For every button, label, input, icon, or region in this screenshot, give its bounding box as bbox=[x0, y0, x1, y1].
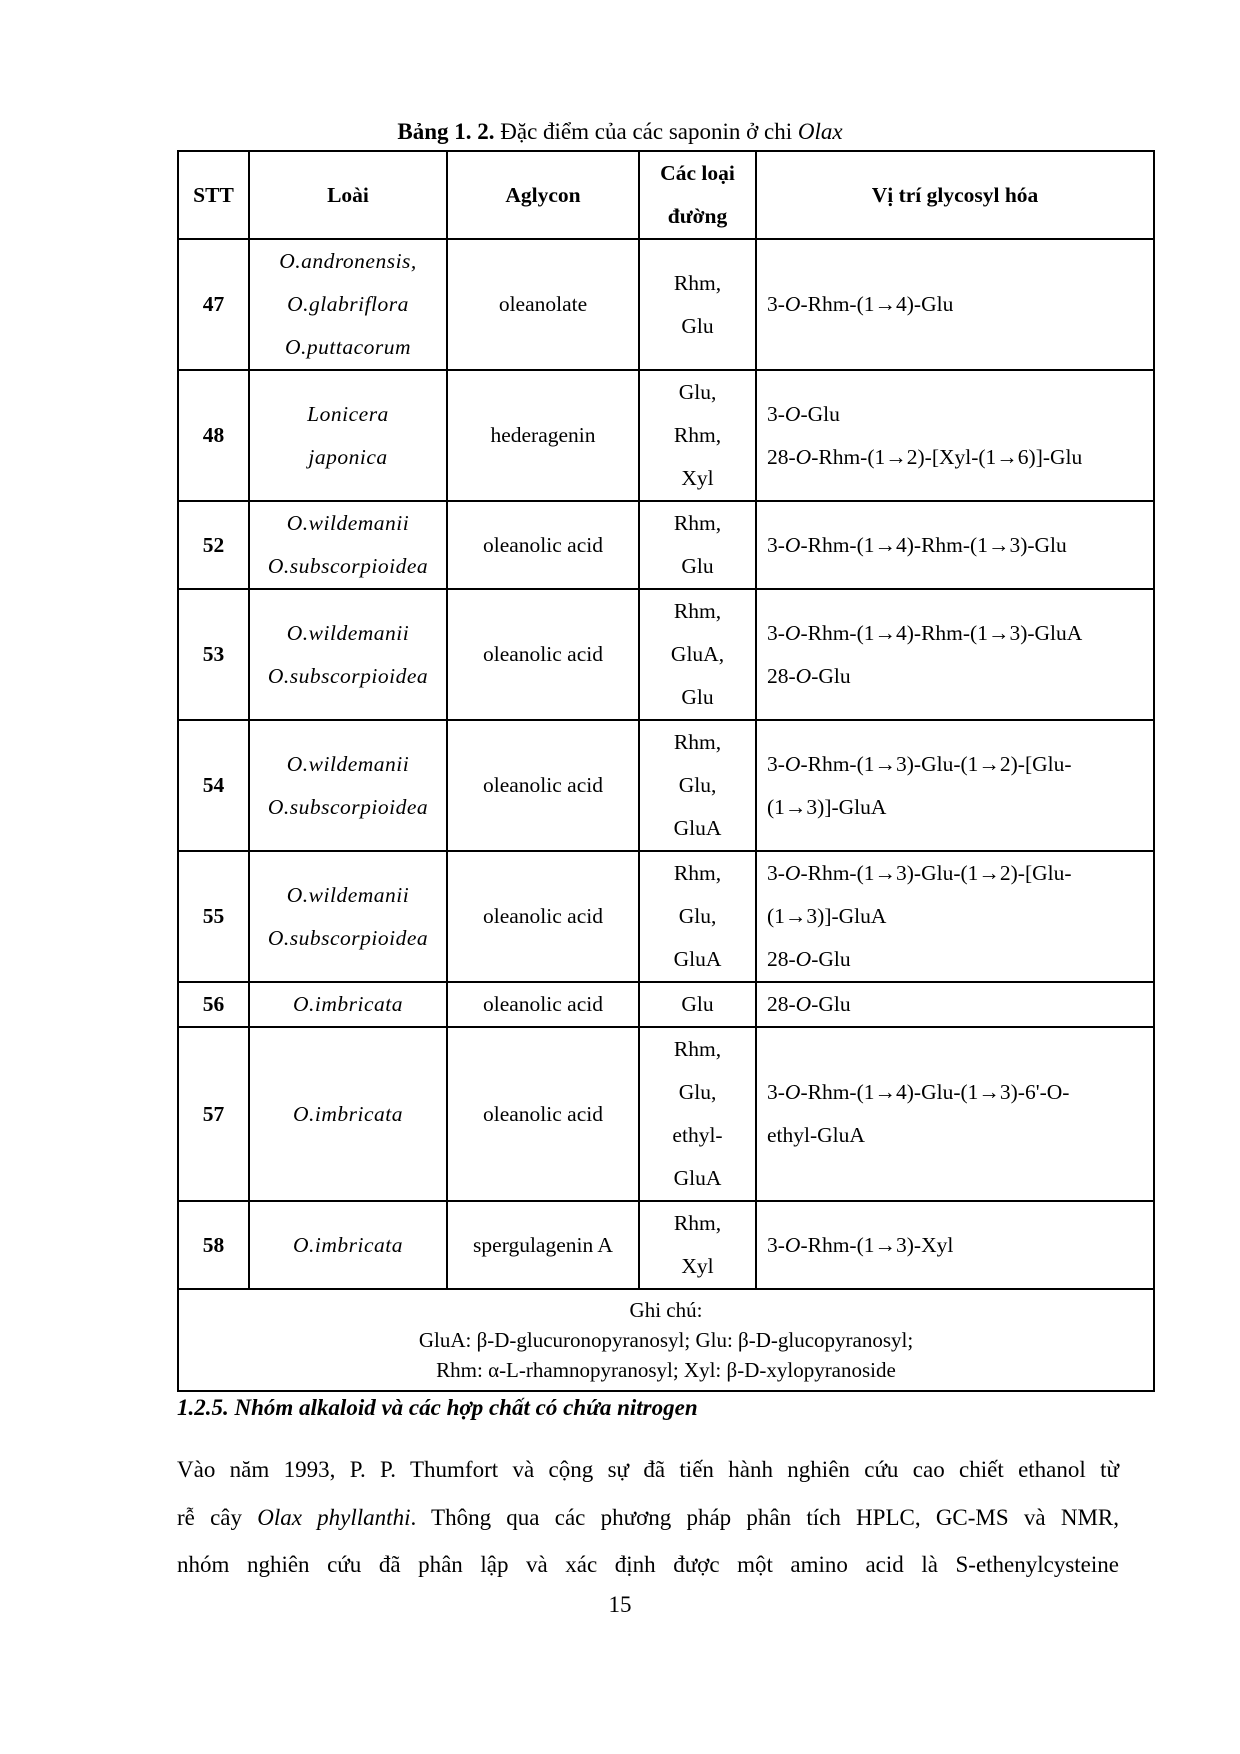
sugar-name: Glu, bbox=[678, 380, 717, 404]
species-cell bbox=[249, 982, 447, 1027]
species-name: O.glabriflora bbox=[287, 292, 409, 316]
sugar-name: Glu bbox=[681, 685, 714, 709]
aglycon-cell: oleanolic acid bbox=[447, 1027, 639, 1201]
glycosylation-cell bbox=[756, 851, 1154, 982]
sugar-name: Rhm, bbox=[673, 1211, 722, 1235]
sugar-name: Rhm, bbox=[673, 599, 722, 623]
glycosylation-cell bbox=[756, 589, 1154, 720]
table-caption bbox=[0, 118, 1240, 146]
table-row bbox=[178, 370, 1154, 501]
sugar-name: Rhm, bbox=[673, 1037, 722, 1061]
stt-cell: 48 bbox=[178, 370, 249, 501]
stt-cell: 56 bbox=[178, 982, 249, 1027]
species-cell bbox=[249, 589, 447, 720]
glycosylation-line: ethyl-GluA bbox=[767, 1123, 865, 1147]
glycosylation-line: 3-O-Glu bbox=[767, 401, 840, 426]
caption-text: Đặc điểm của các saponin ở chi bbox=[494, 119, 798, 144]
glycosylation-cell bbox=[756, 720, 1154, 851]
species-name: Lonicera bbox=[307, 401, 389, 426]
aglycon-cell: oleanolic acid bbox=[447, 589, 639, 720]
species-cell bbox=[249, 720, 447, 851]
species-name: O.imbricata bbox=[292, 1101, 403, 1126]
species-name: japonica bbox=[308, 444, 388, 469]
sugar-name: Glu bbox=[681, 554, 714, 578]
sugar-name: Rhm, bbox=[673, 861, 722, 885]
sugar-name: Rhm, bbox=[673, 270, 722, 295]
table-row bbox=[178, 720, 1154, 851]
species-name: O.subscorpioidea bbox=[267, 794, 429, 819]
species-name: O.andronensis, bbox=[279, 249, 417, 273]
glycosylation-cell bbox=[756, 1201, 1154, 1289]
species-name: O.wildemanii bbox=[286, 620, 410, 645]
note-row bbox=[178, 1289, 1154, 1391]
note-cell bbox=[178, 1289, 1154, 1391]
sugars-cell bbox=[639, 370, 756, 501]
species-name: O.wildemanii bbox=[286, 751, 410, 776]
species-name: O.wildemanii bbox=[286, 882, 410, 907]
species-name: O.imbricata bbox=[292, 1232, 403, 1257]
sugar-name: Glu bbox=[681, 313, 714, 338]
glycosylation-cell bbox=[756, 982, 1154, 1027]
glycosylation-line: 28-O-Glu bbox=[767, 663, 851, 688]
sugars-cell bbox=[639, 1201, 756, 1289]
paragraph-line: Vào năm 1993, P. P. Thumfort và cộng sự đã tiến hành nghiên cứu cao chiết ethanol từ bbox=[177, 1457, 1119, 1482]
glycosylation-cell bbox=[756, 370, 1154, 501]
aglycon-cell: oleanolate bbox=[447, 239, 639, 370]
stt-cell: 57 bbox=[178, 1027, 249, 1201]
glycosylation-line: 28-O-Rhm-(1→2)-[Xyl-(1→6)]-Glu bbox=[767, 444, 1083, 469]
species-cell bbox=[249, 501, 447, 589]
header-sugars: Các loại đường bbox=[639, 151, 756, 239]
glycosylation-line: 28-O-Glu bbox=[767, 947, 851, 971]
sugar-name: Glu, bbox=[678, 773, 717, 797]
note-title: Ghi chú: bbox=[629, 1298, 703, 1322]
note-line: GluA: β-D-glucuronopyranosyl; Glu: β-D-glucopyranosyl; bbox=[418, 1328, 914, 1352]
species-name: O.puttacorum bbox=[284, 335, 412, 359]
table-row bbox=[178, 501, 1154, 589]
sugar-name: Rhm, bbox=[673, 730, 722, 754]
species-cell bbox=[249, 1027, 447, 1201]
table-row bbox=[178, 1027, 1154, 1201]
table-header-row bbox=[178, 151, 1154, 239]
page-number: 15 bbox=[608, 1592, 632, 1617]
table-row bbox=[178, 982, 1154, 1027]
glycosylation-cell bbox=[756, 1027, 1154, 1201]
glycosylation-line: (1→3)]-GluA bbox=[767, 794, 887, 819]
caption-genus: Olax bbox=[797, 119, 843, 144]
header-species: Loài bbox=[249, 151, 447, 239]
stt-cell: 47 bbox=[178, 239, 249, 370]
aglycon-cell: oleanolic acid bbox=[447, 501, 639, 589]
species-cell bbox=[249, 370, 447, 501]
glycosylation-line: 3-O-Rhm-(1→4)-Rhm-(1→3)-GluA bbox=[767, 620, 1083, 645]
glycosylation-cell bbox=[756, 239, 1154, 370]
table-row bbox=[178, 851, 1154, 982]
sugar-name: Rhm, bbox=[673, 423, 722, 447]
sugar-name: Xyl bbox=[681, 1254, 714, 1278]
stt-cell: 53 bbox=[178, 589, 249, 720]
glycosylation-line: (1→3)]-GluA bbox=[767, 904, 887, 928]
glycosylation-line: 3-O-Rhm-(1→4)-Glu bbox=[767, 292, 954, 316]
glycosylation-line: 3-O-Rhm-(1→4)-Glu-(1→3)-6'-O- bbox=[767, 1080, 1070, 1104]
sugar-name: GluA bbox=[673, 1166, 722, 1190]
glycosylation-cell bbox=[756, 501, 1154, 589]
sugar-name: GluA, bbox=[670, 642, 725, 666]
sugars-cell bbox=[639, 720, 756, 851]
aglycon-cell: oleanolic acid bbox=[447, 720, 639, 851]
aglycon-cell: spergulagenin A bbox=[447, 1201, 639, 1289]
glycosylation-line: 28-O-Glu bbox=[767, 992, 851, 1016]
caption-label: Bảng 1. 2. bbox=[397, 119, 495, 144]
section-heading: 1.2.5. Nhóm alkaloid và các hợp chất có chứa nitrogen bbox=[177, 1395, 698, 1420]
species-name: O.wildemanii bbox=[286, 511, 410, 535]
species-name: O.imbricata bbox=[292, 992, 403, 1016]
glycosylation-line: 3-O-Rhm-(1→3)-Xyl bbox=[767, 1232, 954, 1257]
paragraph-line: nhóm nghiên cứu đã phân lập và xác định được một amino acid là S-ethenylcysteine bbox=[177, 1552, 1119, 1577]
species-cell bbox=[249, 1201, 447, 1289]
aglycon-cell: oleanolic acid bbox=[447, 851, 639, 982]
table-row bbox=[178, 589, 1154, 720]
aglycon-cell: oleanolic acid bbox=[447, 982, 639, 1027]
species-cell bbox=[249, 851, 447, 982]
sugars-cell bbox=[639, 501, 756, 589]
stt-cell: 54 bbox=[178, 720, 249, 851]
sugar-name: Xyl bbox=[681, 466, 714, 490]
header-glycosylation: Vị trí glycosyl hóa bbox=[756, 151, 1154, 239]
sugar-name: ethyl- bbox=[672, 1123, 723, 1147]
sugar-name: Glu, bbox=[678, 1080, 717, 1104]
paragraph-line: rễ cây Olax phyllanthi. Thông qua các phương pháp phân tích HPLC, GC-MS và NMR, bbox=[177, 1504, 1119, 1530]
body-paragraph bbox=[177, 1446, 1119, 1589]
sugar-name: Glu, bbox=[678, 904, 717, 928]
sugars-cell bbox=[639, 1027, 756, 1201]
glycosylation-line: 3-O-Rhm-(1→3)-Glu-(1→2)-[Glu- bbox=[767, 751, 1072, 776]
sugar-name: GluA bbox=[673, 947, 722, 971]
stt-cell: 55 bbox=[178, 851, 249, 982]
table-row bbox=[178, 1201, 1154, 1289]
glycosylation-line: 3-O-Rhm-(1→3)-Glu-(1→2)-[Glu- bbox=[767, 861, 1072, 885]
sugar-name: Rhm, bbox=[673, 511, 722, 535]
sugars-cell bbox=[639, 589, 756, 720]
stt-cell: 58 bbox=[178, 1201, 249, 1289]
species-name: O.subscorpioidea bbox=[267, 663, 429, 688]
species-name: O.subscorpioidea bbox=[267, 925, 429, 950]
note-line: Rhm: α-L-rhamnopyranosyl; Xyl: β-D-xylopyranoside bbox=[436, 1358, 896, 1382]
saponin-table bbox=[177, 150, 1155, 1392]
sugars-cell bbox=[639, 851, 756, 982]
sugar-name: GluA bbox=[673, 816, 722, 840]
sugars-cell bbox=[639, 982, 756, 1027]
header-stt: STT bbox=[178, 151, 249, 239]
sugar-name: Glu bbox=[681, 992, 714, 1016]
glycosylation-line: 3-O-Rhm-(1→4)-Rhm-(1→3)-Glu bbox=[767, 532, 1067, 557]
species-cell bbox=[249, 239, 447, 370]
species-name: O.subscorpioidea bbox=[267, 554, 429, 578]
sugars-cell bbox=[639, 239, 756, 370]
table-row bbox=[178, 239, 1154, 370]
species-name: Olax phyllanthi bbox=[257, 1504, 411, 1530]
header-aglycon: Aglycon bbox=[447, 151, 639, 239]
aglycon-cell: hederagenin bbox=[447, 370, 639, 501]
stt-cell: 52 bbox=[178, 501, 249, 589]
